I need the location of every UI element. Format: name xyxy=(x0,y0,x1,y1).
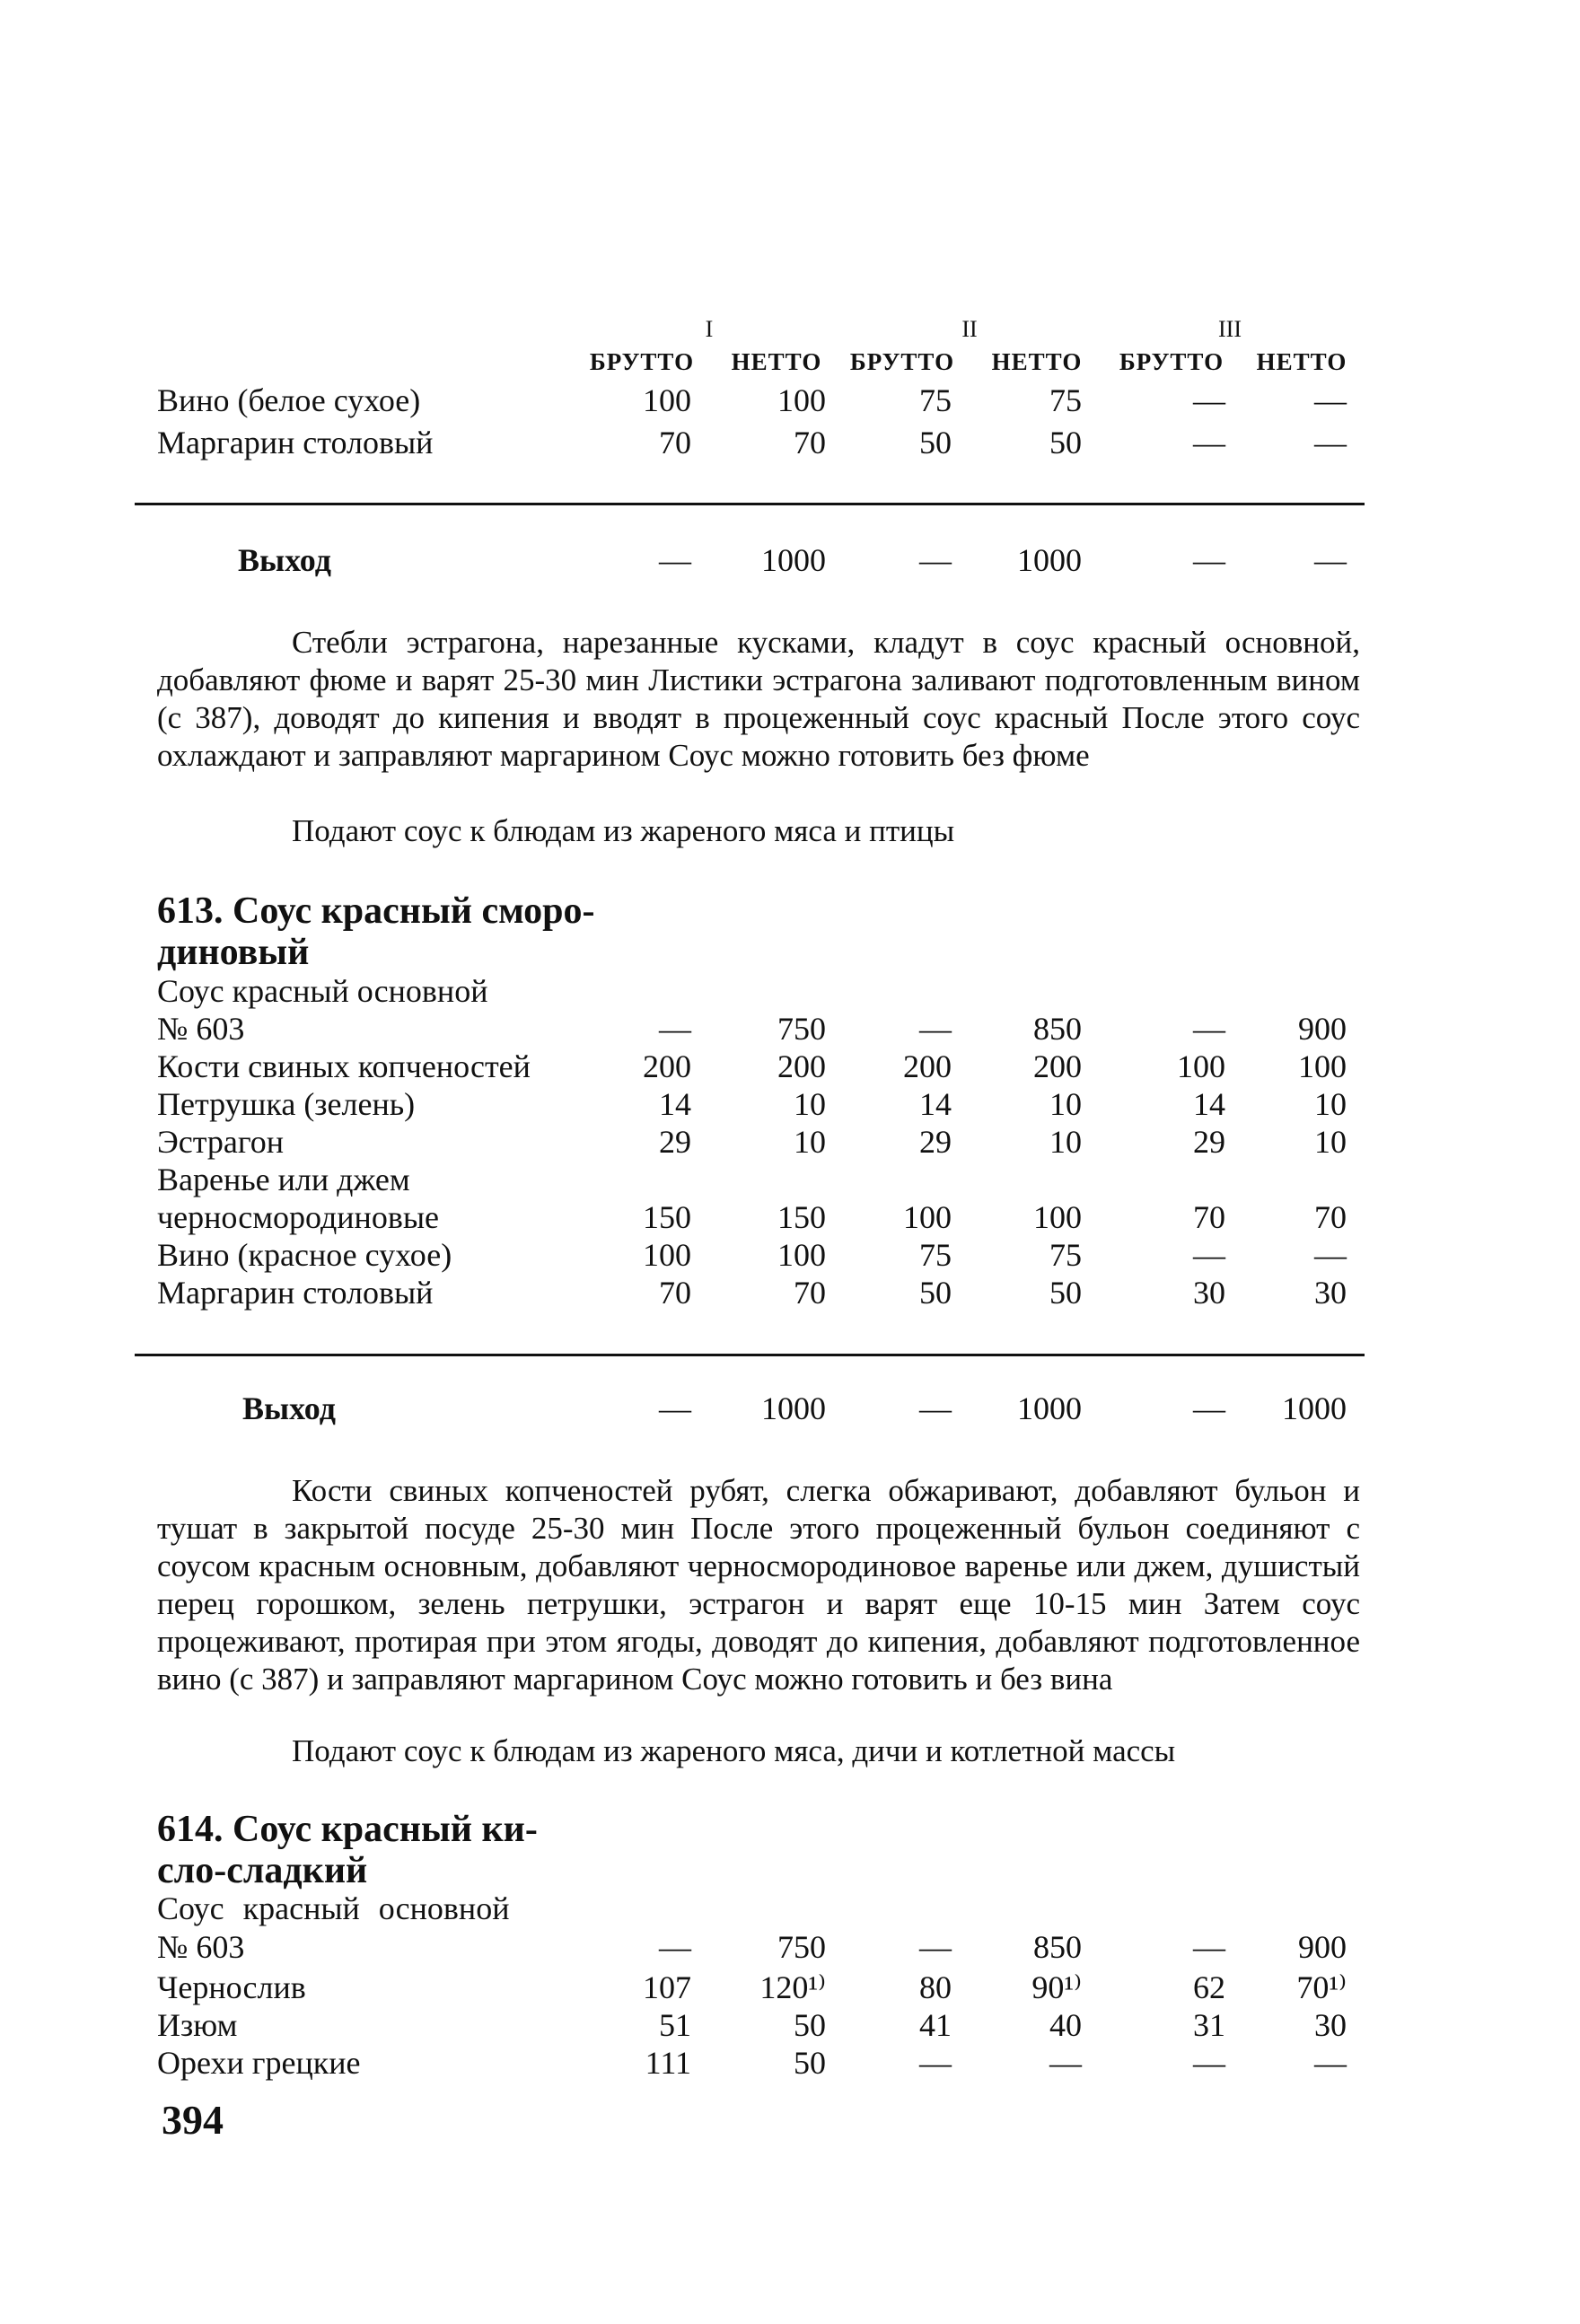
value-cell: 40 xyxy=(1049,2007,1082,2043)
value-cell: 70 xyxy=(659,1275,691,1311)
ingredient-row xyxy=(0,381,1580,421)
value-cell: — xyxy=(659,1929,691,1965)
value-cell: 30 xyxy=(1314,1275,1347,1311)
table-divider xyxy=(135,1354,1365,1356)
value-cell: 50 xyxy=(794,2007,826,2043)
value-cell: 10 xyxy=(794,1124,826,1160)
value-cell: 100 xyxy=(777,1237,826,1273)
value-cell: 850 xyxy=(1033,1929,1082,1965)
yield-row xyxy=(0,541,1580,581)
value-cell: — xyxy=(1193,425,1225,460)
ingredient-name: Маргарин столовый xyxy=(157,1275,434,1311)
ingredient-row xyxy=(0,1123,1580,1162)
value-cell: 200 xyxy=(643,1048,691,1084)
value-cell: 150 xyxy=(643,1199,691,1235)
value-cell: 10 xyxy=(1049,1086,1082,1122)
ingredient-row xyxy=(0,1969,1580,2008)
value-cell: 200 xyxy=(903,1048,952,1084)
yield-label: Выход xyxy=(242,1390,336,1426)
column-header-brutto: БРУТТО xyxy=(849,348,955,375)
value-cell: — xyxy=(659,542,691,578)
value-cell: — xyxy=(919,2045,952,2081)
value-cell: 51 xyxy=(659,2007,691,2043)
ingredient-name-line xyxy=(0,1890,1580,1929)
value-cell: 14 xyxy=(659,1086,691,1122)
value-cell: 100 xyxy=(903,1199,952,1235)
column-group-2: II xyxy=(961,316,978,342)
ingredient-row xyxy=(0,1085,1580,1125)
recipe-title xyxy=(157,1809,538,1891)
value-cell: 70 xyxy=(1314,1199,1347,1235)
value-cell: 200 xyxy=(777,1048,826,1084)
value-cell: — xyxy=(1193,542,1225,578)
recipe-title-line: 614. Соус красный ки- xyxy=(157,1809,538,1850)
value-cell: 50 xyxy=(919,1275,952,1311)
yield-row xyxy=(0,1390,1580,1429)
value-cell: 100 xyxy=(1298,1048,1347,1084)
value-cell: 1000 xyxy=(761,1390,826,1426)
value-cell: 850 xyxy=(1033,1011,1082,1047)
value-cell: 900 xyxy=(1298,1011,1347,1047)
value-cell: 50 xyxy=(919,425,952,460)
ingredient-row xyxy=(0,1274,1580,1313)
ingredient-row xyxy=(0,1928,1580,1968)
ingredient-name: Эстрагон xyxy=(157,1124,285,1160)
value-cell: 100 xyxy=(777,382,826,418)
value-cell: — xyxy=(919,1011,952,1047)
value-cell: 10 xyxy=(1049,1124,1082,1160)
value-cell: 75 xyxy=(1049,382,1082,418)
ingredient-name-line xyxy=(0,1161,1580,1200)
serving-paragraph xyxy=(157,812,1360,850)
instructions-paragraph xyxy=(157,1472,1360,1698)
value-cell: — xyxy=(1314,382,1347,418)
recipe-title-line: сло-сладкий xyxy=(157,1850,368,1891)
serving-text: Подают соус к блюдам из жареного мяса, дичи и котлетной массы xyxy=(292,1733,1176,1768)
value-cell: 1000 xyxy=(1017,542,1082,578)
value-cell: — xyxy=(659,1011,691,1047)
ingredient-row xyxy=(0,2044,1580,2083)
value-cell: — xyxy=(659,1390,691,1426)
ingredient-name: Петрушка (зелень) xyxy=(157,1086,416,1122)
value-cell: — xyxy=(1193,1929,1225,1965)
value-cell: — xyxy=(1314,1237,1347,1273)
value-cell: 1000 xyxy=(1017,1390,1082,1426)
value-cell: 70 xyxy=(1193,1199,1225,1235)
instructions-text: Стебли эстрагона, нарезанные кусками, кладут в соус красный основной, добавляют фюме и варят 25-30 мин Листики эстрагона заливают подготовленным вином (с 387), доводят до кипения и вводят в процеженный соус красный После этого соус охлаждают и заправляют маргарином Соус можно готовить без фюме xyxy=(157,625,1360,773)
ingredient-name: черносмородиновые xyxy=(157,1199,439,1235)
value-cell: — xyxy=(919,1390,952,1426)
value-cell: 80 xyxy=(919,1969,952,2005)
ingredient-name: Чернослив xyxy=(157,1969,306,2005)
value-cell: 750 xyxy=(777,1929,826,1965)
serving-text: Подают соус к блюдам из жареного мяса и птицы xyxy=(292,813,955,848)
value-cell: 75 xyxy=(919,1237,952,1273)
value-cell: — xyxy=(1314,2045,1347,2081)
serving-paragraph xyxy=(157,1732,1360,1770)
value-cell: 31 xyxy=(1193,2007,1225,2043)
ingredient-name: № 603 xyxy=(157,1011,245,1047)
value-cell: 70¹⁾ xyxy=(1296,1969,1347,2005)
column-header-brutto: БРУТТО xyxy=(589,348,695,375)
value-cell: 50 xyxy=(794,2045,826,2081)
value-cell: 29 xyxy=(659,1124,691,1160)
value-cell: 14 xyxy=(1193,1086,1225,1122)
recipe-title-line: диновый xyxy=(157,932,310,973)
value-cell: 30 xyxy=(1314,2007,1347,2043)
ingredient-name: Вино (красное сухое) xyxy=(157,1237,452,1273)
value-cell: 200 xyxy=(1033,1048,1082,1084)
value-cell: — xyxy=(1314,425,1347,460)
value-cell: — xyxy=(1193,1011,1225,1047)
instructions-paragraph xyxy=(157,624,1360,775)
value-cell: 100 xyxy=(1033,1199,1082,1235)
column-group-1: I xyxy=(705,316,714,342)
value-cell: 41 xyxy=(919,2007,952,2043)
value-cell: — xyxy=(1049,2045,1082,2081)
value-cell: 100 xyxy=(643,382,691,418)
value-cell: 90¹⁾ xyxy=(1031,1969,1082,2005)
recipe-title-line: 613. Соус красный сморо- xyxy=(157,890,595,932)
value-cell: 10 xyxy=(794,1086,826,1122)
table-divider xyxy=(135,503,1365,505)
value-cell: — xyxy=(919,1929,952,1965)
value-cell: 107 xyxy=(643,1969,691,2005)
ingredient-name: № 603 xyxy=(157,1929,245,1965)
ingredient-row xyxy=(0,2006,1580,2046)
ingredient-name-line xyxy=(0,972,1580,1012)
value-cell: — xyxy=(1314,542,1347,578)
value-cell: 50 xyxy=(1049,425,1082,460)
ingredient-name: Вино (белое сухое) xyxy=(157,382,421,418)
value-cell: 1000 xyxy=(761,542,826,578)
value-cell: — xyxy=(1193,382,1225,418)
column-header-brutto: БРУТТО xyxy=(1119,348,1224,375)
ingredient-row xyxy=(0,1236,1580,1276)
ingredient-name: Кости свиных копченостей xyxy=(157,1048,531,1084)
value-cell: 50 xyxy=(1049,1275,1082,1311)
ingredient-row xyxy=(0,1048,1580,1087)
value-cell: 1000 xyxy=(1282,1390,1347,1426)
ingredient-name: Маргарин столовый xyxy=(157,425,434,460)
ingredient-name: Изюм xyxy=(157,2007,238,2043)
column-header-netto: НЕТТО xyxy=(731,348,822,375)
value-cell: 29 xyxy=(1193,1124,1225,1160)
ingredient-name: Соус красный основной xyxy=(157,973,488,1009)
ingredient-name: Соус красный основной xyxy=(157,1890,510,1926)
ingredient-name: Варенье или джем xyxy=(157,1162,410,1197)
value-cell: — xyxy=(1193,2045,1225,2081)
value-cell: 75 xyxy=(919,382,952,418)
value-cell: 75 xyxy=(1049,1237,1082,1273)
value-cell: 70 xyxy=(794,425,826,460)
value-cell: — xyxy=(1193,1390,1225,1426)
recipe-title xyxy=(157,890,595,973)
page-number: 394 xyxy=(162,2097,224,2143)
instructions-text: Кости свиных копченостей рубят, слегка обжаривают, добавляют бульон и тушат в закрытой посуде 25-30 мин После этого процеженный бульон соединяют с соусом красным основным, добавляют черносмородиновое варенье или джем, душистый перец горошком, зелень петрушки, эстрагон и варят еще 10-15 мин Затем соус процеживают, протирая при этом ягоды, доводят до кипения, добавляют подготовленное вино (с 387) и заправляют маргарином Соус можно готовить и без вина xyxy=(157,1473,1360,1697)
column-header-netto: НЕТТО xyxy=(991,348,1083,375)
value-cell: — xyxy=(1193,1237,1225,1273)
value-cell: 120¹⁾ xyxy=(759,1969,826,2005)
value-cell: 750 xyxy=(777,1011,826,1047)
value-cell: 900 xyxy=(1298,1929,1347,1965)
yield-label: Выход xyxy=(238,542,331,578)
value-cell: 14 xyxy=(919,1086,952,1122)
value-cell: 100 xyxy=(643,1237,691,1273)
column-header-netto: НЕТТО xyxy=(1256,348,1347,375)
value-cell: 62 xyxy=(1193,1969,1225,2005)
ingredient-row xyxy=(0,1198,1580,1238)
value-cell: 29 xyxy=(919,1124,952,1160)
value-cell: 150 xyxy=(777,1199,826,1235)
ingredient-row xyxy=(0,1010,1580,1049)
value-cell: 70 xyxy=(659,425,691,460)
value-cell: 30 xyxy=(1193,1275,1225,1311)
ingredient-name: Орехи грецкие xyxy=(157,2045,361,2081)
value-cell: 10 xyxy=(1314,1086,1347,1122)
ingredient-row xyxy=(0,424,1580,463)
value-cell: 70 xyxy=(794,1275,826,1311)
value-cell: — xyxy=(919,542,952,578)
value-cell: 111 xyxy=(645,2045,691,2081)
column-group-3: III xyxy=(1218,316,1242,342)
value-cell: 100 xyxy=(1177,1048,1225,1084)
value-cell: 10 xyxy=(1314,1124,1347,1160)
